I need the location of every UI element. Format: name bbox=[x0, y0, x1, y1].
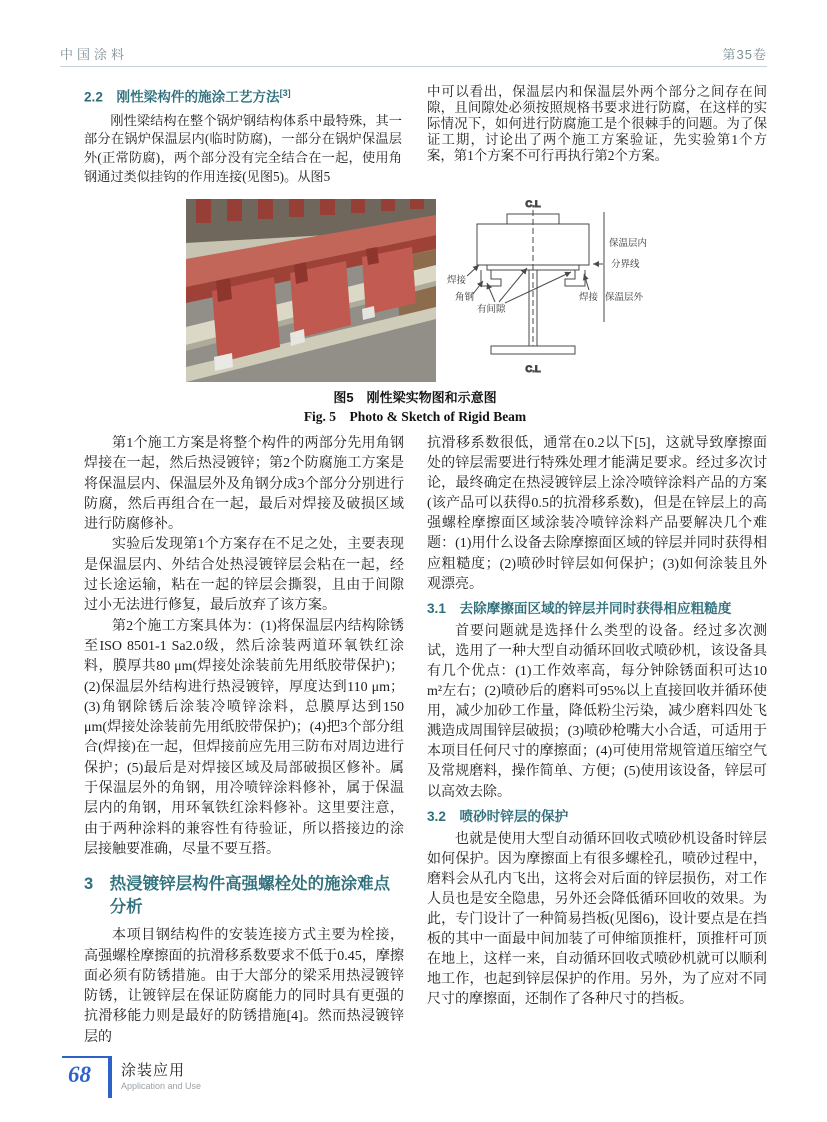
right-column-bottom bbox=[427, 434, 767, 1010]
section-2-2-heading-text: 2.2 刚性梁构件的施涂工艺方法 bbox=[84, 89, 280, 105]
section-3-2-heading: 3.2 喷砂时锌层的保护 bbox=[427, 808, 569, 824]
header-rule bbox=[60, 66, 767, 67]
figure-5 bbox=[60, 196, 770, 428]
sketch-label-insulation-inside: 保温层内 bbox=[609, 238, 648, 249]
rigid-beam-sketch bbox=[443, 196, 773, 386]
sketch-label-boundary-line: 分界线 bbox=[611, 259, 640, 270]
sketch-left-angle-steel bbox=[481, 270, 501, 286]
footer-accent-line bbox=[62, 1056, 108, 1058]
rigid-beam-sketch-svg bbox=[443, 196, 773, 386]
paragraph-section3-2: 也就是使用大型自动循环回收式喷砂机设备时锌层如何保护。因为摩擦面上有很多螺栓孔，喷砂过程中，磨料会从孔内飞出，这将会对后面的锌层损伤，对工作人员也是安全隐患，另外还会降低循环回收的效果。为此，专门设计了一种简易挡板(见图6)，设计要点是在挡板的其中一面最中间加装了可伸缩顶推杆，顶推杆可顶在地上，这样一来，自动循环回收式喷砂机就可以顺利地工作，也起到锌层保护的作用。另外，为了应对不同尺寸的摩擦面，还制作了各种尺寸的挡板。 bbox=[427, 831, 767, 1008]
rigid-beam-photo-svg bbox=[186, 199, 436, 382]
paragraph-section3-intro: 本项目钢结构件的安装连接方式主要为栓接，高强螺栓摩擦面的抗滑移系数要求不低于0.45，摩擦面必须有防锈措施。由于大部分的梁采用热浸镀锌防锈，让镀锌层在保证防腐能力的同时具有更强的抗滑移能力则是最好的防锈措施[4]。然而热浸镀锌层的 bbox=[84, 928, 404, 1045]
sketch-gap-arrow-3 bbox=[505, 272, 571, 303]
sketch-label-gap: 有间隙 bbox=[477, 304, 506, 315]
sketch-angle-arrow bbox=[473, 281, 483, 294]
sketch-label-weld-right: 焊接 bbox=[579, 292, 599, 303]
sketch-right-angle-steel bbox=[565, 270, 585, 286]
sketch-centerline-top-label: C.L bbox=[525, 199, 541, 210]
rigid-beam-photo bbox=[186, 199, 436, 382]
sketch-gap-arrow-2 bbox=[499, 268, 527, 302]
figure-caption-zh: 图5 刚性梁实物图和示意图 bbox=[333, 390, 497, 405]
section-2-2-heading bbox=[84, 84, 402, 107]
page-number: 68 bbox=[68, 1062, 91, 1087]
paragraph-plan1-result: 实验后发现第1个方案存在不足之处，主要表现是保温层内、外结合处热浸镀锌层会粘在一起，经过长途运输，粘在一起的锌层会撕裂，且由于间隙过小无法进行修复，最后放弃了该方案。 bbox=[84, 537, 404, 614]
section-3-heading: 3 热浸镀锌层构件高强螺栓处的施涂难点分析 bbox=[84, 875, 391, 917]
sketch-label-weld-left: 焊接 bbox=[447, 275, 467, 286]
footer-accent-bar bbox=[108, 1056, 112, 1098]
figure-caption-en: Fig. 5 Photo & Sketch of Rigid Beam bbox=[303, 409, 527, 424]
paragraph-slip-coefficient: 抗滑移系数很低，通常在0.2以下[5]，这就导致摩擦面处的锌层需要进行特殊处理才能满足要求。经过多次讨论，最终确定在热浸镀锌层上涂冷喷锌涂料产品的方案(该产品可以获得0.5的抗滑移系数)，但是在锌层上的高强螺栓摩擦面区域涂装冷喷锌涂料产品要解决几个难题：(1)用什么设备去除摩擦面区域的锌层并同时获得相应粗糙度；(2)喷砂时锌层如何保护；(3)如何涂装且外观漂亮。 bbox=[427, 436, 767, 592]
footer-column-title-zh: 涂装应用 bbox=[121, 1062, 186, 1079]
left-column-top bbox=[84, 84, 402, 187]
sketch-bottom-flange bbox=[491, 346, 575, 354]
right-column-top bbox=[427, 84, 767, 164]
left-column-bottom bbox=[84, 434, 404, 1048]
sketch-label-angle-steel: 角钢 bbox=[455, 292, 475, 303]
footer-column-title-en: Application and Use bbox=[121, 1081, 202, 1091]
paragraph-section3-1: 首要问题就是选择什么类型的设备。经过多次测试，选用了一种大型自动循环回收式喷砂机，该设备具有几个优点：(1)工作效率高，每分钟除锈面积可达10 m²左右；(2)喷砂后的磨料可95%以上直接回收并循环使用，减少加砂工作量，降低粉尘污染，减少磨料四处飞溅造成周围锌层破损；(3)喷砂枪嘴大小合适，可适用于本项目任何尺寸的摩擦面；(4)可使用常规管道压缩空气及常规磨料，操作简单、方便；(5)使用该设备，锌层可以高效去除。 bbox=[427, 623, 767, 800]
paragraph-plan1: 第1个施工方案是将整个构件的两部分先用角钢焊接在一起，然后热浸镀锌；第2个防腐施工方案是将保温层内、保温层外及角钢分成3个部分分别进行防腐，然后再组合在一起，最后对焊接及破损区域进行防腐修补。 bbox=[84, 436, 404, 533]
journal-title: 中国涂料 bbox=[60, 47, 129, 62]
sketch-weld-left-arrow bbox=[467, 265, 479, 276]
section-2-2-reference: [3] bbox=[279, 88, 291, 98]
paragraph-gap-discussion: 中可以看出，保温层内和保温层外两个部分之间存在间隙，且间隙处必须按照规格书要求进行防腐，在这样的实际情况下，如何进行防腐施工是个很棘手的问题。为了保证工期，讨论出了两个施工方案验证，先实验第1个方案，第1个方案不可行再执行第2个方案。 bbox=[427, 84, 767, 163]
volume-label: 第35卷 bbox=[722, 47, 767, 62]
sketch-label-insulation-outside: 保温层外 bbox=[605, 292, 644, 303]
section-3-1-heading: 3.1 去除摩擦面区域的锌层并同时获得相应粗糙度 bbox=[427, 600, 732, 616]
paragraph-plan2-detail: 第2个施工方案具体为：(1)将保温层内结构除锈至ISO 8501-1 Sa2.0级，然后涂装两道环氧铁红涂料，膜厚共80 μm(焊接处涂装前先用纸胶带保护)；(2)保温层外结构进行热浸镀锌，厚度达到110 μm；(3)角钢除锈后涂装冷喷锌涂料，总膜厚达到150 μm(焊接处涂装前先用纸胶带保护)；(4)把3个部分组合(焊接)在一起，但焊接前应先用三防布对周边进行保护；(5)最后是对焊接区域及局部破损区修补。属于保温层外的角钢，用冷喷锌涂料修补，属于保温层内的角钢，用环氧铁红涂料修补。这里要注意，由于两种涂料的兼容性有待验证，所以搭接边的涂层接触要准确，尽量不要互搭。 bbox=[84, 618, 404, 857]
paragraph-rigid-beam-intro: 刚性梁结构在整个锅炉钢结构体系中最特殊，其一部分在锅炉保温层内(临时防腐)，一部分在锅炉保温层外(正常防腐)，两个部分没有完全结合在一起，使用角钢通过类似挂钩的作用连接(见图5)。从图5 bbox=[84, 112, 402, 184]
sketch-centerline-bottom-label: C.L bbox=[525, 364, 541, 375]
